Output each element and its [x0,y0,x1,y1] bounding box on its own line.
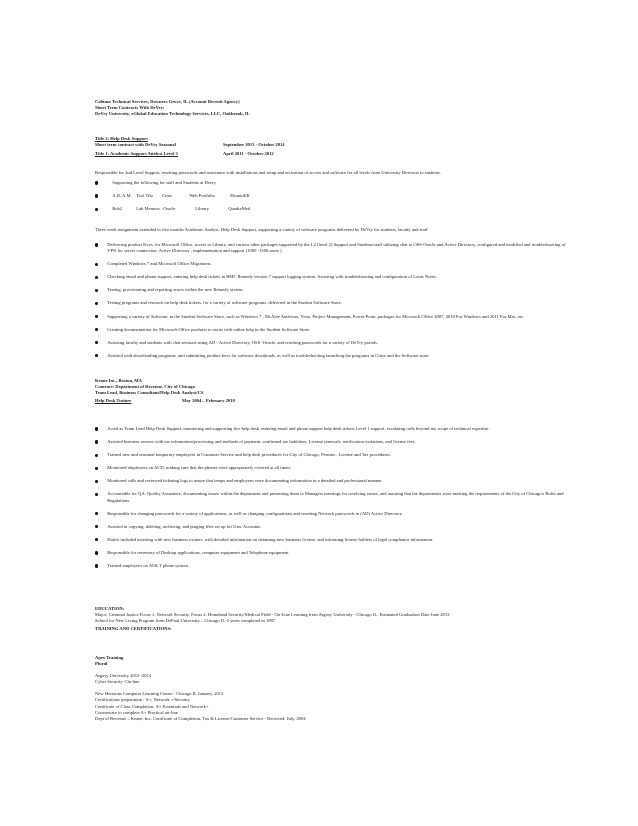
list-item-text: Acted as Team Lead Help Desk Support, monitoring and supporting live help desk, entering email and phone support help desk tickets Level 1 support, escalating calls beyond my scope of technical expertise. [107,426,490,431]
apex-line: Apex Training [95,655,124,660]
bullet-icon [95,276,98,279]
employer-line: Column Technical Services, Downers Grove, IL (Account Recruit Agency) [95,99,240,104]
training-section [95,655,575,722]
list-item-text: Testing, provisioning and reporting errors within the new Remedy system. [107,287,244,293]
list-item-text: Assisted in copying, deleting, archiving, and purging files set up for User Accounts. [107,523,262,529]
list-item [95,274,575,280]
bullet-icon [95,454,98,457]
bullet-icon [95,564,98,567]
list-item-text: Supporting a variety of Software, in the Student Software Store, such as Windows 7 , McAfee Antivirus, Visio, Project Management, Power Point, packages for Microsoft Office 2007, 2010 For Windows and 2011 For Mac, etc. [107,313,525,319]
list-item [95,314,575,320]
list-item [95,563,575,569]
list-item-text: Testing programs and research on help desk tickets, for a variety of software programs, delivered in the Student Software Store. [107,300,342,306]
list-item [95,550,575,556]
tool-item: Tool Wiz [136,193,154,199]
bullet-icon [95,538,98,541]
job1-intro-text: Responsible for 2nd Level Support, resetting passwords and assistance with installations and setup and activation of access and software for all levels from University Directors to students. [95,170,441,175]
tool-item: QuadraMed [228,206,251,212]
tool-item: Cmts [162,193,172,199]
list-item-text: Supporting the following for staff and Students at Devry [112,180,216,185]
bullet-icon [95,341,98,344]
argosy-line: Cyber Security -On-line [95,679,140,685]
list-item [95,491,575,503]
job2-role: Team Lead, Business Consultant/Help Desk Analyst/CS [95,390,204,396]
tool-item: Lab Mentors [136,206,160,212]
tool-item: Library [195,206,209,212]
list-item-text: Trained new and seasonal temporary employees in Customer Service and help desk procedures for City of Chicago, Permits , License and Tax procedures. [107,452,391,458]
job1-extended-text: Three week assignment extended to five months Academic Analyst, Help Desk Support, supporting a variety of software programs delivered by DeVry for students, faculty and staff. [95,227,429,232]
education-section [95,606,575,632]
bullet-icon [95,467,98,470]
bullet-icon [95,480,98,483]
bullet-icon [95,302,98,305]
list-item [95,287,575,293]
bullet-icon [95,440,98,443]
cert-line: Certificate of Class Completion: A+ Essentials and Network+ [95,703,209,709]
bullet-icon [95,512,98,515]
client-line: DeVry University, eGlobal Education Technology Services, LLC, Oakbrook, IL [95,111,250,117]
list-item-text: Creating documentation for Microsoft Office products to assist with online help in the Student Software Store. [107,326,311,332]
job1-support-list [95,180,575,212]
bullet-icon [95,315,98,318]
job1-bullets [95,242,575,359]
list-item [95,537,575,543]
bullet-icon [95,493,98,496]
list-item-text: Responsible for changing passwords for a variety of applications, as well as changing configurations and resetting Network passwords in (AD) Active Directory. [107,510,403,516]
job2-employer: Keane Inc., Boston, MA [95,378,142,383]
job2-header [95,378,575,404]
list-item-text: Responsible for inventory of Desktop applications, computer equipment and Telephone equipment. [107,549,290,555]
tool-item: Oracle [163,206,176,212]
list-item [95,452,575,458]
bullet-icon [95,354,98,357]
list-item [95,300,575,306]
job1-intro [95,170,575,176]
job2-title: Help Desk Trainer [95,398,132,404]
list-item [95,478,575,484]
tools-row [95,193,575,199]
list-item [95,465,575,471]
job1-titles [95,136,575,157]
cert-line: Courseware to complete A+ Practical on-line [95,709,178,715]
list-item-text: Duties included assisting with new business owners, with detailed information on obtaining new business license, and informing license holders of legal compliance information. [107,536,434,542]
list-item-text: Completed Windows 7 and Microsoft Office Migrations. [107,261,212,267]
tools-row [95,206,575,212]
list-item [95,261,575,267]
education-heading: EDUCATION: [95,606,125,611]
list-item-text: Assisted business owners with tax information/processing and methods of payment, confirmed tax liabilities, License renewals, notification violations, and license fees. [107,439,416,445]
list-item-text: Assisted with downloading programs, and submitting product keys for software downloads, as well as troubleshooting launching the programs in Citrix and the Software store. [107,352,430,358]
list-item [95,327,575,333]
bullet-icon [95,289,98,292]
education-line: School for New Living Program from DePaul University – Chicago IL-2 years completed in 1987 [95,618,276,624]
job2-contract: Contract: Department of Revenue, City of Chicago [95,384,195,390]
tool-item: A.D. A.M. [112,193,132,199]
tool-item: Bob2 [112,206,123,212]
job1-contract: Short term contract with DeVry Seasonal [95,142,176,148]
bullet-icon [95,194,98,197]
bullet-icon [95,328,98,331]
argosy-line: Argosy University 2012 -2014 [95,673,152,679]
employer-header [95,99,575,117]
job1-title: Title 2: Help Desk Support [95,136,148,141]
job2-dates: May 2004 – February 2010 [182,398,235,404]
cert-line: New Horizons Computer Learning Center - Chicago IL January, 2012 [95,691,224,697]
list-item-text: Monitored calls and reviewed ticketing logs to insure that temps and employees were documenting information in a detailed and professional manner. [107,478,383,484]
list-item [95,524,575,530]
list-item-text: Assisting faculty and students with chat sessions using AD - Active Directory, OSS -Oracle, and resetting passwords for a variety of DeVry portals. [107,339,378,345]
job1-contract-dates: September 2013 - October 2014 [223,142,285,148]
training-heading: TRAINING AND CERTIFICATIONS: [95,626,172,632]
list-item [95,426,575,432]
education-line: Major: Criminal Justice Focus 1: Network Security, Focus 2: Homeland Security/Medical Field - On-Line Learning from Argosy University - Chicago IL, Estimated Graduation Date June 2013 [95,612,450,618]
tool-item: EluminEK [230,193,250,199]
bullet-icon [95,208,98,211]
list-item [95,242,575,254]
bullet-icon [95,243,98,246]
bullet-icon [95,427,98,430]
list-item [95,511,575,517]
contract-line: Short Term Contracts With DeVry: [95,105,165,111]
cert-line: Certifications preparation : A+, Network +/Security [95,697,190,703]
bullet-icon [95,525,98,528]
list-item-text: Trained employees on AT& T phone system. [107,563,190,569]
tool-item: Web Portfolio [189,193,215,199]
list-item [95,340,575,346]
list-item [95,353,575,359]
list-item-text: Checking email and phone support, entering help desk tickets in BMC Remedy version 7 support logging system. Assisting with troubleshooting and configuration of Lotus Notes. [107,274,437,280]
apex-line: Plural [95,661,108,667]
cert-line: Dept of Revenue – Keane, Inc. Certificate of Completion, Tax & License/Customer Service - Received: July, 2004 [95,715,306,721]
job1-title2-dates: April 2011 - October 2012 [223,151,274,157]
job1-extended [95,227,575,233]
bullet-icon [95,551,98,554]
list-item-text: Accountable for QA, Quality Assurance, documenting issues within the department and presenting them to Managers meetings for resolving issues, and assuring that the departments were meeting the requirements of the City of Chicago's Rules and Regulations. [107,491,564,503]
job1-title2: Title 1: Academic Support Analyst Level 3 [95,151,178,157]
bullet-icon [95,181,98,184]
list-item [95,439,575,445]
list-item [95,180,575,186]
job2-bullets [95,426,575,569]
bullet-icon [95,263,98,266]
list-item-text: Delivering product Keys, for Microsoft Office, access to Library, and various other packages supported by the L2 (level 2) Support and Students/staff utilizing chat to OSS-Oracle and Active Directory, configured and modified and troubleshooting of VPN for server connection. Active Directory , implementation and support (1000 -1500 users ) [107,242,566,254]
list-item-text: Monitored employees on ACD, making sure that the phones were appropriately covered at all times. [107,465,292,471]
